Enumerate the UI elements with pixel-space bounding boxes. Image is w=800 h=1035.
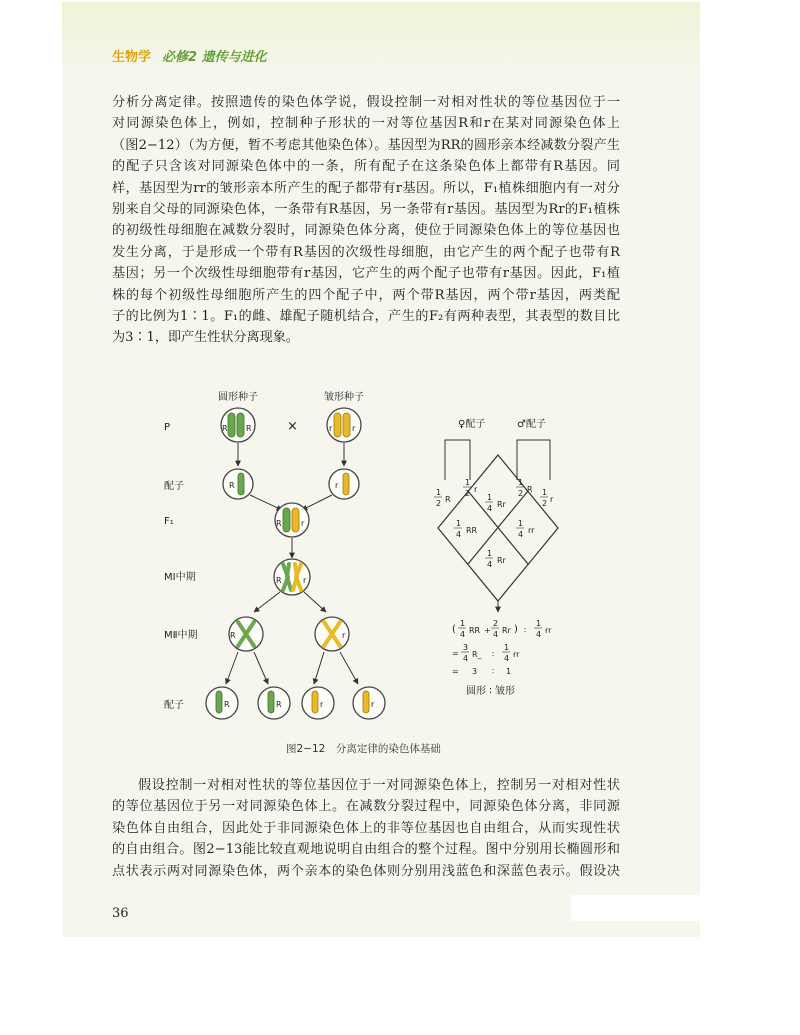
svg-text:∶: ∶ [492, 650, 495, 659]
text-line: 发生分离，于是形成一个带有R基因的次级性母细胞，由它产生的两个配子也带有R [112, 244, 620, 260]
label-wrinkled-seed: 皱形种子 [324, 392, 364, 403]
frac-half-r-right [540, 488, 554, 508]
row-label-m1: MⅠ中期 [164, 572, 196, 583]
cell-metaphase-2-r [315, 617, 349, 651]
svg-text:R: R [445, 495, 451, 504]
page-number: 36 [112, 906, 129, 921]
text-line: 分析分离定律。按照遗传的染色体学说，假设控制一对相对性状的等位基因位于一 [112, 95, 620, 110]
svg-text:1: 1 [465, 478, 471, 487]
punnett-cell-bottom-Rr [485, 549, 507, 569]
text-line: 点状表示两对同源染色体，两个亲本的染色体则分别用浅蓝色和深蓝色表示。假设决 [112, 863, 620, 879]
ratio-line-1 [452, 619, 552, 639]
svg-text:4: 4 [487, 504, 493, 513]
svg-text:r: r [329, 424, 333, 433]
blank-patch [571, 895, 700, 921]
svg-text:r: r [335, 481, 339, 490]
svg-text:4: 4 [460, 630, 466, 639]
text-line: 的初级性母细胞在减数分裂时，同源染色体分离，使位于同源染色体上的等位基因也 [112, 223, 620, 239]
svg-text:(: ( [452, 624, 456, 635]
cell-gamete2-4 [353, 687, 385, 719]
svg-text:=: = [452, 649, 459, 658]
svg-text:R_: R_ [472, 650, 482, 659]
frac-half-R-left [434, 488, 451, 508]
svg-text:R: R [527, 485, 533, 494]
cell-metaphase-1 [274, 559, 310, 595]
text-line: 株的每个初级性母细胞所产生的四个配子中，两个带R基因，两个带r基因，两类配 [112, 287, 620, 303]
row-label-gamete-2: 配子 [164, 700, 184, 711]
svg-text:1: 1 [506, 667, 512, 676]
svg-text:1: 1 [542, 488, 548, 497]
label-round-seed: 圆形种子 [218, 392, 258, 403]
svg-text:4: 4 [518, 530, 524, 539]
svg-text:+: + [484, 626, 491, 635]
ratio-line-3 [452, 667, 511, 676]
text-line: 对同源染色体上，例如，控制种子形状的一对等位基因R和r在某对同源染色体上 [112, 116, 620, 132]
svg-text:R: R [229, 481, 235, 490]
cell-p-round [221, 408, 255, 442]
svg-text:RR: RR [466, 526, 478, 535]
svg-text:R: R [276, 700, 282, 709]
svg-text:2: 2 [465, 489, 471, 498]
svg-text:R: R [276, 519, 282, 528]
svg-text:r: r [352, 424, 356, 433]
text-line: 的等位基因位于另一对同源染色体上。在减数分裂过程中，同源染色体分离，非同源 [112, 799, 620, 815]
svg-text:1: 1 [436, 488, 442, 497]
svg-text:R: R [246, 424, 252, 433]
punnett-cell-right-rr [516, 519, 535, 539]
svg-text:rr: rr [513, 650, 520, 659]
row-label-p: P [164, 422, 171, 433]
svg-text:r: r [303, 576, 307, 585]
svg-text:3: 3 [463, 643, 469, 652]
cell-metaphase-2-R [229, 617, 263, 651]
svg-text:r: r [474, 485, 478, 494]
text-line: 为3∶1，即产生性状分离现象。 [112, 330, 299, 346]
svg-text:R: R [222, 424, 228, 433]
text-line: 染色体自由组合，因此处于非同源染色体上的非等位基因也自由组合，从而实现性状 [112, 820, 620, 836]
svg-text:rr: rr [528, 526, 535, 535]
svg-text:4: 4 [456, 530, 462, 539]
svg-text:r: r [550, 495, 554, 504]
text-line: 假设控制一对相对性状的等位基因位于一对同源染色体上，控制另一对相对性状 [138, 778, 620, 793]
svg-text:1: 1 [536, 619, 542, 628]
svg-text:3: 3 [472, 667, 478, 676]
svg-text:r: r [371, 700, 375, 709]
label-female-gametes: ♀配子 [458, 419, 486, 430]
figure-caption: 图2−12 分离定律的染色体基础 [286, 743, 441, 755]
svg-text:rr: rr [545, 626, 552, 635]
svg-text:r: r [342, 631, 346, 640]
phenotype-label: 圆形 ∶ 皱形 [466, 686, 515, 697]
svg-text:r: r [320, 700, 324, 709]
text-line: 子的比例为1∶1。F₁的雌、雄配子随机结合，产生的F₂有两种表型，其表型的数目比 [112, 309, 620, 325]
svg-text:R: R [224, 700, 230, 709]
svg-text:2: 2 [493, 619, 499, 628]
svg-text:4: 4 [504, 654, 510, 663]
cell-f1 [275, 503, 309, 537]
svg-text:1: 1 [487, 549, 493, 558]
svg-text:4: 4 [463, 654, 469, 663]
cell-gamete2-1 [206, 687, 238, 719]
svg-text:R: R [230, 631, 236, 640]
cell-p-wrinkled [327, 408, 361, 442]
ratio-line-2 [452, 643, 520, 663]
svg-text:RR: RR [469, 626, 481, 635]
text-line: 的配子只含该对同源染色体中的一条，所有配子在这条染色体上都带有R基因。同 [112, 159, 620, 175]
cell-gamete2-3 [302, 687, 334, 719]
svg-text:∶: ∶ [524, 626, 527, 635]
row-label-gamete: 配子 [164, 481, 184, 492]
cell-gamete-R [223, 469, 253, 499]
svg-text:∶: ∶ [492, 667, 495, 676]
svg-text:1: 1 [456, 519, 462, 528]
row-label-f1: F₁ [164, 516, 174, 527]
svg-text:1: 1 [487, 493, 493, 502]
label-male-gametes: ♂配子 [517, 419, 546, 430]
text-line: 样，基因型为rr的皱形亲本所产生的配子都带有r基因。所以，F₁植株细胞内有一对分 [112, 180, 620, 196]
svg-text:=: = [452, 667, 459, 676]
row-label-m2: MⅡ中期 [164, 630, 198, 641]
text-line: 基因；另一个次级性母细胞带有r基因，它产生的两个配子也带有r基因。因此，F₁植 [112, 266, 620, 282]
header-book-title: 必修2 遗传与进化 [162, 50, 267, 65]
punnett-cell-top-Rr [485, 493, 507, 513]
svg-text:2: 2 [436, 499, 442, 508]
cell-gamete-r [329, 469, 359, 499]
svg-text:1: 1 [504, 643, 510, 652]
bracket-lines [445, 440, 550, 480]
text-line: 别来自父母的同源染色体，一条带有R基因，另一条带有r基因。基因型为Rr的F₁植株 [112, 202, 620, 218]
svg-text:2: 2 [542, 499, 548, 508]
text-line: （图2−12）（为方便，暂不考虑其他染色体）。基因型为RR的圆形亲本经减数分裂产生 [112, 137, 620, 153]
svg-text:R: R [276, 576, 282, 585]
svg-text:r: r [301, 519, 305, 528]
text-line: 的自由组合。图2−13能比较直观地说明自由组合的整个过程。图中分别用长椭圆形和 [112, 842, 620, 858]
svg-text:1: 1 [518, 519, 524, 528]
header-subject: 生物学 [112, 50, 152, 65]
svg-text:Rr: Rr [502, 626, 511, 635]
svg-text:): ) [514, 624, 518, 635]
svg-text:1: 1 [460, 619, 466, 628]
svg-text:4: 4 [493, 630, 499, 639]
svg-text:4: 4 [487, 560, 493, 569]
svg-text:4: 4 [536, 630, 542, 639]
svg-text:2: 2 [518, 489, 524, 498]
body-paragraph-2 [112, 775, 620, 882]
svg-text:Rr: Rr [497, 556, 506, 565]
cell-gamete2-2 [258, 687, 290, 719]
cross-sign: × [287, 419, 298, 434]
svg-text:Rr: Rr [497, 500, 506, 509]
svg-text:1: 1 [518, 478, 524, 487]
punnett-cell-left-RR [454, 519, 478, 539]
